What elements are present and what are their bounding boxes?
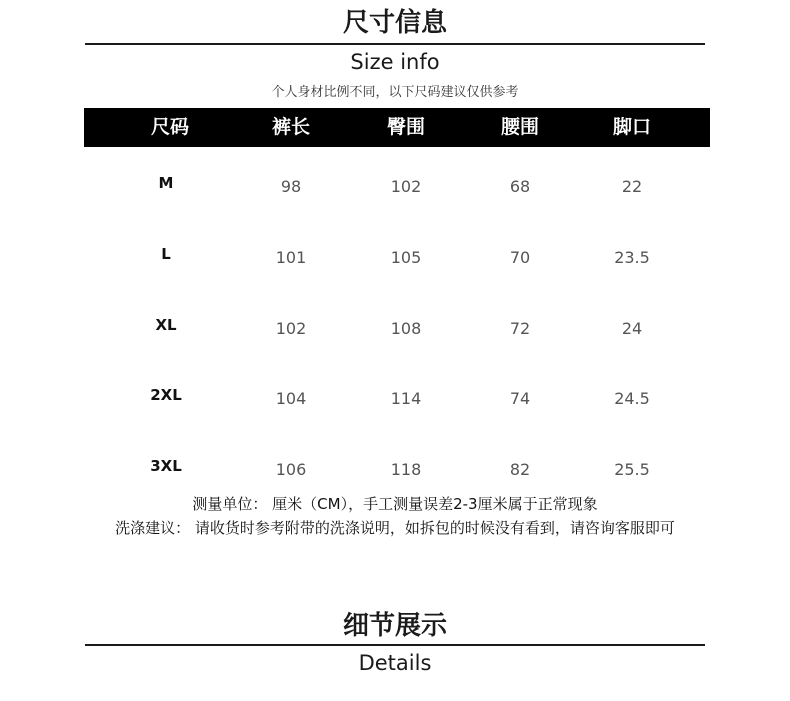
row-waist: 70 (509, 248, 531, 267)
row-length: 102 (275, 319, 307, 338)
row-hip: 114 (390, 389, 422, 408)
measure-unit-note: 测量单位： 厘米（CM），手工测量误差2-3厘米属于正常现象 (192, 495, 598, 513)
header-hip: 臀围 (386, 116, 425, 138)
row-size-label: XL (155, 316, 177, 334)
row-size-label: M (158, 174, 174, 192)
details-title-en: Details (358, 651, 432, 675)
row-size-label: 3XL (150, 457, 182, 475)
row-length: 98 (280, 177, 302, 196)
row-hip: 105 (390, 248, 422, 267)
header-hem: 脚口 (612, 116, 651, 138)
details-divider (85, 644, 705, 646)
row-hem: 23.5 (614, 248, 650, 267)
size-info-title-cn: 尺寸信息 (342, 8, 447, 38)
row-waist: 68 (509, 177, 531, 196)
row-length: 104 (275, 389, 307, 408)
row-waist: 72 (509, 319, 531, 338)
row-size-label: L (161, 245, 171, 263)
wash-advice-note: 洗涤建议： 请收货时参考附带的洗涤说明，如拆包的时候没有看到，请咨询客服即可 (115, 519, 675, 537)
row-waist: 74 (509, 389, 531, 408)
row-hip: 102 (390, 177, 422, 196)
header-size: 尺码 (150, 116, 189, 138)
row-waist: 82 (509, 460, 531, 479)
header-length: 裤长 (271, 116, 310, 138)
size-info-subtitle: 个人身材比例不同，以下尺码建议仅供参考 (271, 85, 519, 100)
row-hem: 24.5 (614, 389, 650, 408)
row-hip: 118 (390, 460, 422, 479)
details-title-cn: 细节展示 (342, 611, 447, 641)
row-length: 106 (275, 460, 307, 479)
row-hem: 22 (621, 177, 643, 196)
row-size-label: 2XL (150, 386, 182, 404)
size-info-title-en: Size info (350, 50, 440, 74)
row-hem: 25.5 (614, 460, 650, 479)
row-hem: 24 (621, 319, 643, 338)
row-hip: 108 (390, 319, 422, 338)
header-waist: 腰围 (500, 116, 539, 138)
row-length: 101 (275, 248, 307, 267)
